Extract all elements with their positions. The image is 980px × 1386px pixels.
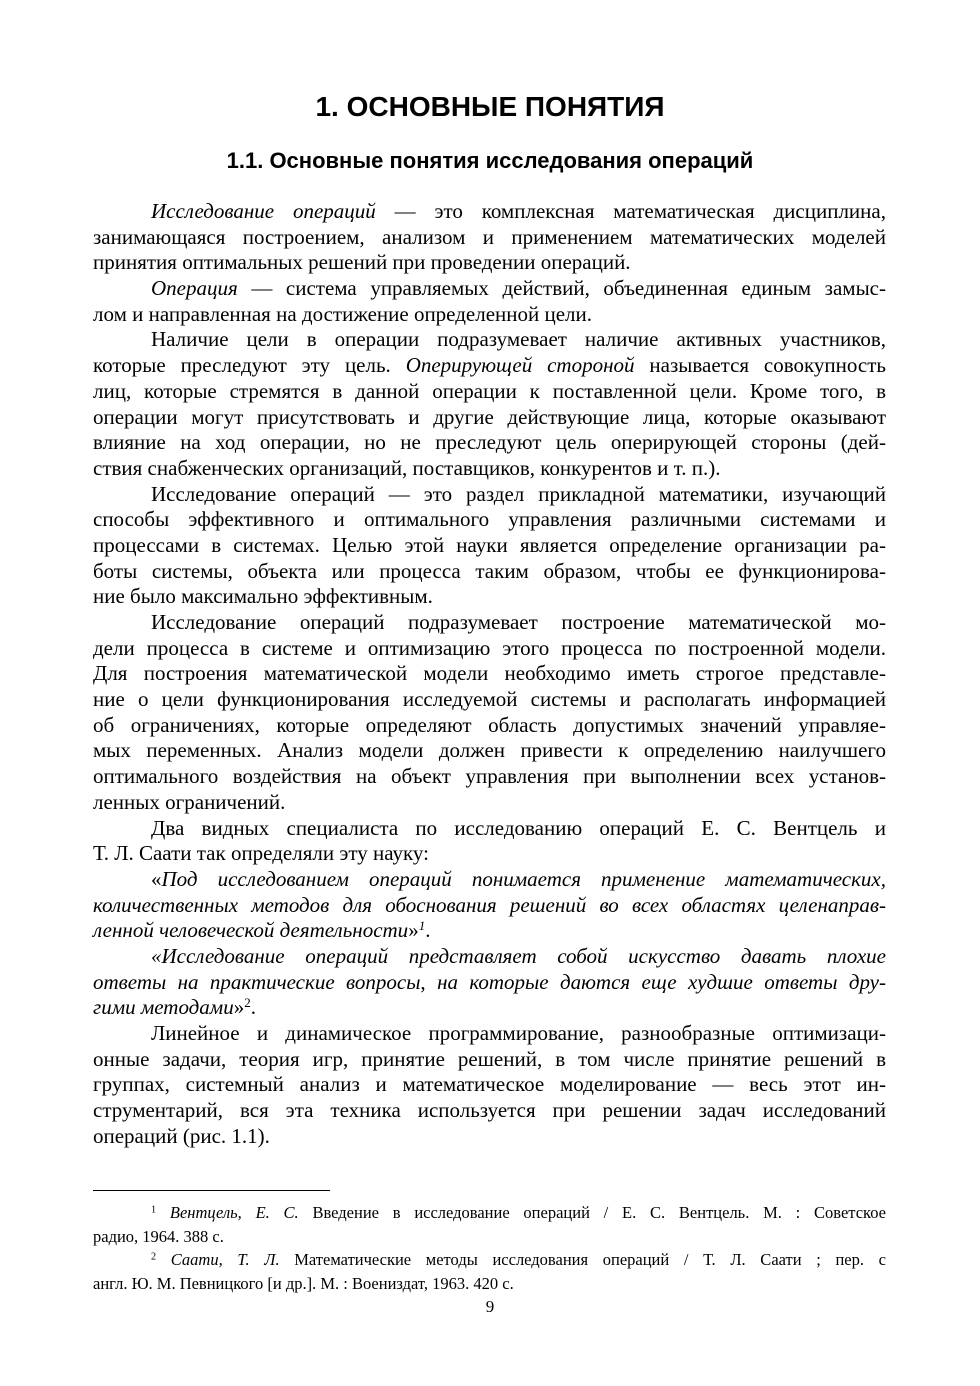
text-line bbox=[93, 713, 886, 739]
text-span: операций (рис. 1.1). bbox=[93, 1123, 270, 1148]
text-span: гими методами bbox=[93, 995, 234, 1020]
text-span: дели процесса в системе и оптимизацию этого процесса по построенной модели. bbox=[93, 635, 886, 660]
text-span: . bbox=[425, 918, 431, 943]
text-span: Саати, Т. Л. bbox=[170, 1250, 280, 1269]
text-span: Исследование операций bbox=[151, 199, 376, 223]
text-span: Линейное и динамическое программирование, разнообразные оптимизаци- bbox=[151, 1021, 886, 1045]
text-line bbox=[93, 1272, 886, 1296]
text-line bbox=[93, 867, 886, 893]
text-span: ответы на практические вопросы bbox=[93, 969, 421, 994]
text-span: принятия оптимальных решений при проведении операций. bbox=[93, 250, 631, 275]
text-line bbox=[93, 841, 886, 867]
text-span: Для построения математической модели необходимо иметь строгое представле- bbox=[93, 661, 886, 686]
text-span: группах, системный анализ и математическое моделирование — весь этот ин- bbox=[93, 1072, 886, 1097]
paragraph bbox=[93, 867, 886, 944]
text-line bbox=[93, 225, 886, 251]
paragraph bbox=[93, 482, 886, 610]
text-span: боты системы, объекта или процесса таким образом, чтобы ее функционирова- bbox=[93, 558, 886, 583]
text-span: ленных ограничений. bbox=[93, 789, 286, 814]
text-line bbox=[93, 199, 886, 225]
paragraph bbox=[93, 327, 886, 481]
text-line bbox=[93, 995, 886, 1021]
footnote-marker: 1 bbox=[418, 918, 426, 934]
text-line bbox=[93, 1021, 886, 1047]
section-title: 1.1. Основные понятия исследования операций bbox=[226, 148, 754, 173]
text-line bbox=[93, 1072, 886, 1098]
text-span: ленной человеческой деятельности bbox=[93, 918, 409, 943]
text-span: Исследование операций подразумевает построение математической мо- bbox=[151, 610, 886, 634]
text-line bbox=[93, 482, 886, 508]
text-line bbox=[93, 1225, 886, 1249]
text-line bbox=[93, 353, 886, 379]
text-span: которые преследуют эту цель. bbox=[93, 353, 406, 378]
text-line bbox=[93, 405, 886, 431]
text-span: » bbox=[233, 995, 245, 1020]
text-line bbox=[93, 302, 886, 328]
text-line bbox=[93, 250, 886, 276]
text-line bbox=[93, 533, 886, 559]
text-line bbox=[93, 584, 886, 610]
paragraph bbox=[93, 199, 886, 276]
text-span: мых переменных. Анализ модели должен привести к определению наилучшего bbox=[93, 738, 886, 763]
text-span: . bbox=[250, 995, 256, 1020]
paragraph bbox=[93, 1021, 886, 1149]
text-span: влияние на ход операции, но не преследуют цель оперирующей стороны (дей- bbox=[93, 430, 886, 455]
text-line bbox=[93, 764, 886, 790]
text-span bbox=[156, 1250, 171, 1269]
text-span: , bbox=[420, 969, 438, 994]
text-span bbox=[156, 1203, 170, 1222]
text-span: Наличие цели в операции подразумевает наличие активных участников, bbox=[151, 327, 886, 352]
text-line bbox=[93, 276, 886, 302]
footnote bbox=[93, 1248, 886, 1295]
text-span: Исследование операций — это раздел прикладной математики, изучающий bbox=[151, 481, 886, 506]
text-span: Оперирующей стороной bbox=[405, 353, 635, 378]
text-line bbox=[93, 738, 886, 764]
text-span: способы эффективного и оптимального управления различными системами и bbox=[93, 507, 886, 532]
text-span: — система управляемых действий, объединенная единым замыс- bbox=[237, 276, 886, 301]
paragraph bbox=[93, 276, 886, 327]
text-line bbox=[93, 687, 886, 713]
text-line bbox=[93, 944, 886, 970]
text-line bbox=[93, 559, 886, 585]
text-line bbox=[93, 918, 886, 944]
paragraph bbox=[93, 944, 886, 1021]
text-line bbox=[93, 327, 886, 353]
text-line bbox=[93, 379, 886, 405]
text-line bbox=[93, 610, 886, 636]
text-span: ствия снабженческих организаций, поставщиков, конкурентов и т. п.). bbox=[93, 455, 721, 480]
chapter-title: 1. ОСНОВНЫЕ ПОНЯТИЯ bbox=[315, 91, 665, 122]
text-line bbox=[93, 893, 886, 919]
text-span: Под исследованием операций понимается применение математических, bbox=[161, 866, 886, 891]
text-span: » bbox=[408, 918, 419, 943]
footnotes bbox=[93, 1201, 886, 1295]
text-span: Введение в исследование операций / Е. С. Вентцель. М. : Советское bbox=[298, 1203, 886, 1222]
text-span: лиц, которые стремятся в данной операции к поставленной цели. Кроме того, в bbox=[93, 378, 886, 403]
paragraph bbox=[93, 816, 886, 867]
text-line bbox=[93, 790, 886, 816]
text-span: количественных методов для обоснования решений во всех областях целенаправ- bbox=[93, 892, 886, 917]
text-line bbox=[93, 970, 886, 996]
text-span: Математические методы исследования операций / Т. Л. Саати ; пер. с bbox=[279, 1250, 886, 1269]
footnote-marker: 1 bbox=[151, 1204, 157, 1216]
text-span: «Исследование операций представляет собой искусство давать плохие bbox=[151, 943, 886, 968]
text-line bbox=[93, 507, 886, 533]
text-span: лом и направленная на достижение определенной цели. bbox=[93, 301, 593, 326]
text-span: процессами в системах. Целью этой науки является определение организации ра- bbox=[93, 532, 886, 557]
text-span: радио, 1964. 388 с. bbox=[93, 1226, 224, 1246]
text-span: занимающаяся построением, анализом и применением математических моделей bbox=[93, 224, 886, 249]
text-line bbox=[93, 636, 886, 662]
text-span: ние о цели функционирования исследуемой системы и располагать информацией bbox=[93, 687, 886, 712]
text-span: Т. Л. Саати так определяли эту науку: bbox=[93, 841, 429, 866]
text-span: « bbox=[151, 866, 162, 891]
text-span: англ. Ю. М. Певницкого [и др.]. М. : Воениздат, 1963. 420 с. bbox=[93, 1273, 514, 1293]
text-line bbox=[93, 1201, 886, 1225]
text-span: Операция bbox=[151, 276, 238, 301]
text-span: струментарий, вся эта техника используется при решении задач исследований bbox=[93, 1098, 886, 1123]
footnote-separator bbox=[93, 1190, 330, 1191]
text-line bbox=[93, 816, 886, 842]
text-span: оптимального воздействия на объект управления при выполнении всех установ- bbox=[93, 764, 886, 789]
text-line bbox=[93, 1047, 886, 1073]
text-span: Два видных специалиста по исследованию операций Е. С. Вентцель и bbox=[151, 815, 886, 840]
text-line bbox=[93, 456, 886, 482]
text-line bbox=[93, 1124, 886, 1150]
text-span: Вентцель, Е. С. bbox=[169, 1203, 299, 1222]
text-span: называется совокупность bbox=[634, 353, 887, 378]
text-span: — это комплексная математическая дисциплина, bbox=[375, 199, 886, 223]
text-line bbox=[93, 661, 886, 687]
text-span: операции могут присутствовать и другие действующие лица, которые оказывают bbox=[93, 404, 886, 429]
page-number: 9 bbox=[485, 1297, 495, 1316]
text-span: ние было максимально эффективным. bbox=[93, 584, 433, 609]
text-span: об ограничениях, которые определяют область допустимых значений управляе- bbox=[93, 712, 886, 737]
footnote bbox=[93, 1201, 886, 1248]
text-span: на которые даются еще худшие ответы дру- bbox=[437, 969, 886, 994]
paragraph bbox=[93, 610, 886, 816]
footnote-marker: 2 bbox=[244, 995, 251, 1011]
text-line bbox=[93, 430, 886, 456]
text-line bbox=[93, 1098, 886, 1124]
text-line bbox=[93, 1248, 886, 1272]
body-text bbox=[93, 199, 886, 1149]
text-span: онные задачи, теория игр, принятие решений, в том числе принятие решений в bbox=[93, 1046, 886, 1071]
footnote-marker: 2 bbox=[151, 1251, 157, 1263]
